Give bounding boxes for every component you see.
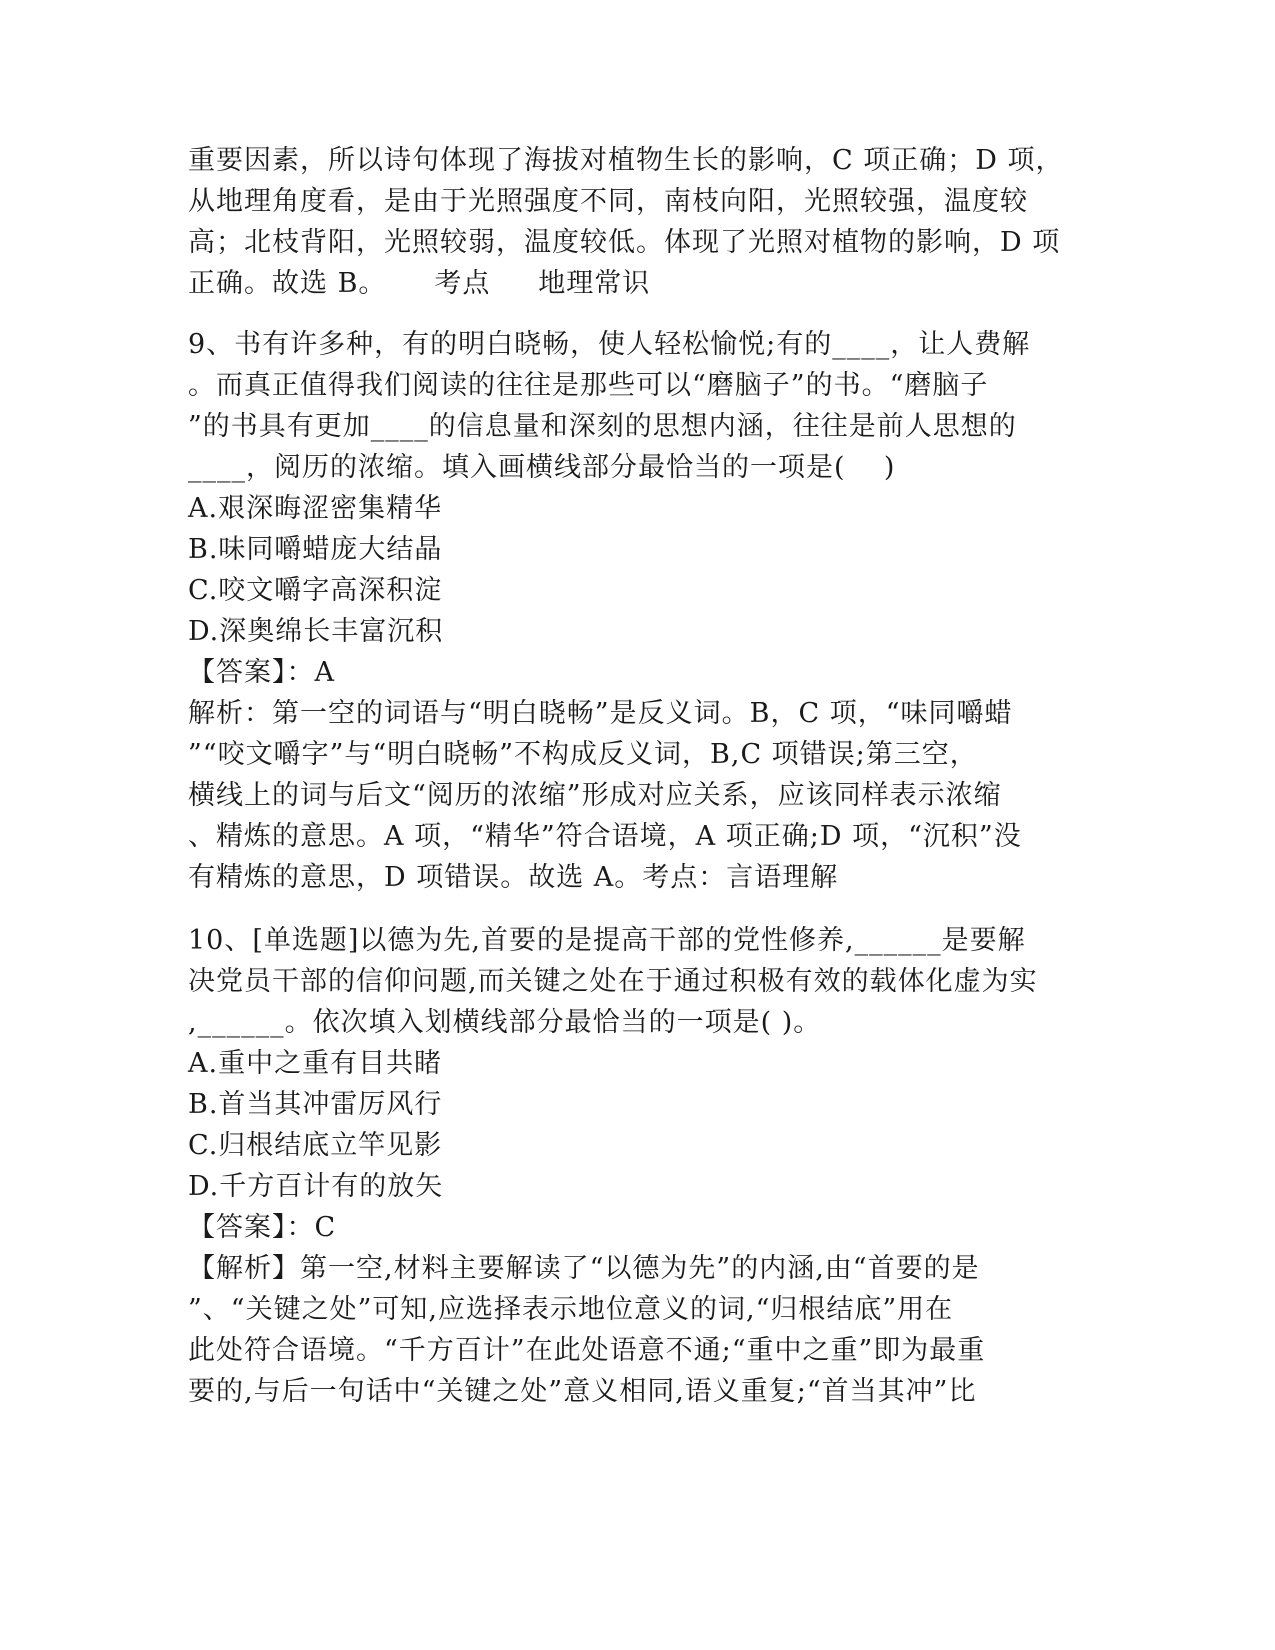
option-b: B.首当其冲雷厉风行 [188,1089,443,1120]
text-line: 高；北枝背阳，光照较弱，温度较低。体现了光照对植物的影响，D 项 [188,227,1061,258]
option-d: D.深奥绵长丰富沉积 [188,616,444,647]
text-line: 正确。故选 B。 考点 地理常识 [188,268,651,299]
option-d: D.千方百计有的放矢 [188,1171,444,1202]
question-stem-line: 决党员干部的信仰问题,而关键之处在于通过积极有效的载体化虚为实 [188,966,1038,997]
question-stem-line: 。而真正值得我们阅读的往往是那些可以“磨脑子”的书。“磨脑子 [188,370,989,401]
option-a: A.重中之重有目共睹 [188,1048,443,1079]
option-c: C.归根结底立竿见影 [188,1130,443,1161]
text-line: 从地理角度看，是由于光照强度不同，南枝向阳，光照较强，温度较 [188,186,1028,217]
answer-line: 【答案】：A [188,657,335,688]
question-stem-line: 10、[单选题]以德为先,首要的是提高干部的党性修养,______是要解 [188,925,1026,956]
answer-line: 【答案】：C [188,1212,337,1243]
option-c: C.咬文嚼字高深积淀 [188,575,443,606]
analysis-line: 要的,与后一句话中“关键之处”意义相同,语义重复;“首当其冲”比 [188,1376,977,1407]
analysis-line: 横线上的词与后文“阅历的浓缩”形成对应关系，应该同样表示浓缩 [188,780,1002,811]
analysis-line: 、精炼的意思。A 项，“精华”符合语境，A 项正确;D 项，“沉积”没 [188,821,1022,852]
analysis-line: 此处符合语境。“千方百计”在此处语意不通;“重中之重”即为最重 [188,1335,986,1366]
option-a: A.艰深晦涩密集精华 [188,493,443,524]
option-b: B.味同嚼蜡庞大结晶 [188,534,443,565]
analysis-line: 有精炼的意思，D 项错误。故选 A。考点：言语理解 [188,862,839,893]
analysis-line: 【解析】第一空,材料主要解读了“以德为先”的内涵,由“首要的是 [188,1253,980,1284]
question-stem-line: ____，阅历的浓缩。填入画横线部分最恰当的一项是( ) [188,452,896,483]
analysis-line: 解析：第一空的词语与“明白晓畅”是反义词。B，C 项，“味同嚼蜡 [188,698,1013,729]
analysis-line: ”“咬文嚼字”与“明白晓畅”不构成反义词，B,C 项错误;第三空， [188,739,978,770]
question-stem-line: ”的书具有更加____的信息量和深刻的思想内涵，往往是前人思想的 [188,411,1017,442]
analysis-line: ”、“关键之处”可知,应选择表示地位意义的词,“归根结底”用在 [188,1294,954,1325]
text-line: 重要因素，所以诗句体现了海拔对植物生长的影响，C 项正确；D 项， [188,145,1064,176]
question-stem-line: 9、书有许多种，有的明白晓畅，使人轻松愉悦;有的____，让人费解 [188,329,1031,360]
question-stem-line: ,______。依次填入划横线部分最恰当的一项是( )。 [188,1007,822,1038]
